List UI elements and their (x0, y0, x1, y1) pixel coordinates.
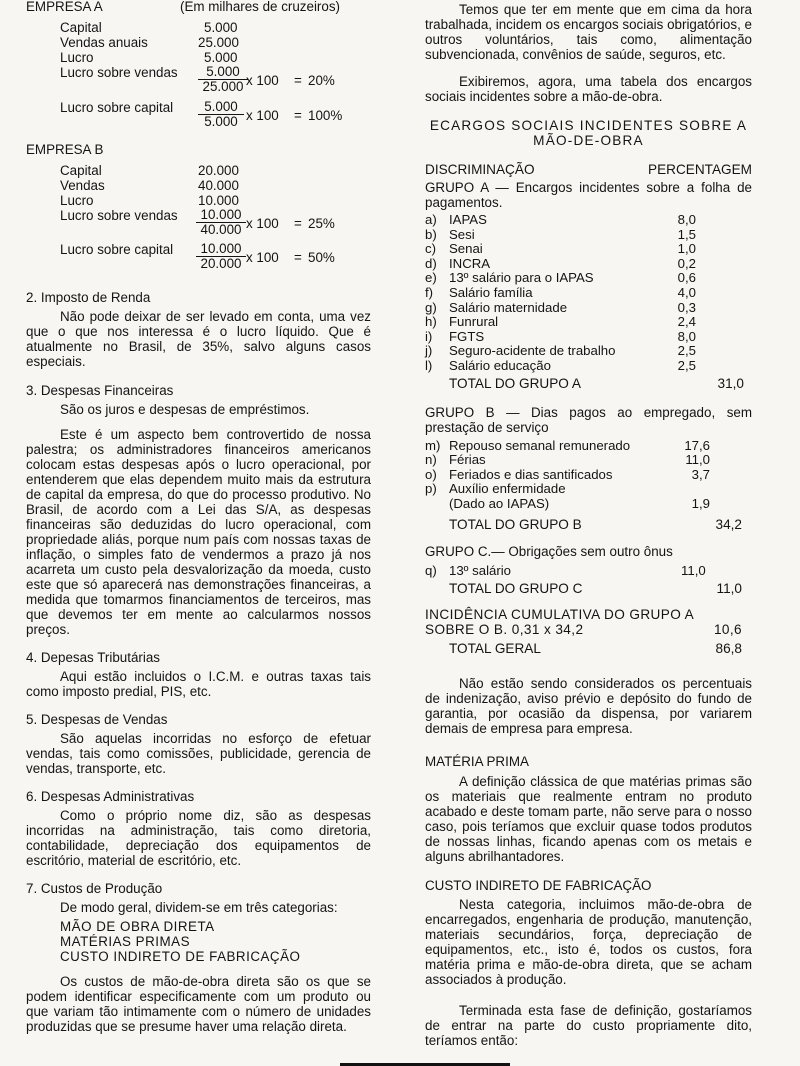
equals-sign: = (294, 216, 302, 231)
table-row (425, 453, 752, 468)
table-row (425, 330, 752, 345)
grupo-c-heading: GRUPO C.— Obrigações sem outro ônus (425, 543, 673, 559)
table-row (425, 344, 752, 359)
fraction-numerator: 10.000 (196, 208, 246, 223)
intro-paragraph: Exibiremos, agora, uma tabela dos encargos sociais incidentes sobre a mão-de-obra. (425, 74, 752, 104)
section-text: São os juros e despesas de empréstimos. (60, 402, 310, 417)
item-value: 1,5 (677, 226, 696, 242)
item-value: 17,6 (684, 437, 710, 453)
lucro-capital-label: Lucro sobre capital (60, 100, 174, 115)
item-value: 3,7 (691, 466, 710, 482)
category-item: MÃO DE OBRA DIRETA (60, 919, 215, 934)
item-name: Feriados e dias santificados (449, 466, 613, 482)
table-row (425, 497, 752, 512)
item-name: Auxílio enfermidade (449, 481, 566, 497)
item-value: 1,9 (691, 495, 710, 511)
grupo-b-heading: GRUPO B — Dias pagos ao empregado, sem prestação de serviço (425, 404, 752, 435)
section-financeiras (26, 383, 371, 637)
table-row (425, 482, 752, 497)
item-letter: c) (425, 241, 436, 257)
vendas-label: Vendas (60, 178, 105, 193)
grupo-b-list (425, 439, 752, 512)
item-name: Salário maternidade (449, 299, 568, 315)
table-row (425, 286, 752, 301)
cumulativa-row (425, 622, 752, 637)
incidencia-cumulativa (425, 607, 752, 637)
mult-text: x 100 (246, 216, 279, 231)
item-name: Férias (449, 452, 486, 468)
item-value: 0,2 (677, 255, 696, 271)
table-row (425, 213, 752, 228)
fraction-denominator: 40.000 (200, 222, 242, 237)
item-letter: q) (425, 562, 437, 578)
total-geral-row (425, 641, 752, 658)
item-value: 11,0 (685, 452, 710, 468)
item-value: 11,0 (681, 562, 706, 578)
section-text: Não pode deixar de ser levado em conta, uma vez que o que nos interessa é o lucro líquido. Que é atualmente no Brasil, de 35%, salvo alguns casos especiais. (26, 309, 371, 369)
item-name: INCRA (449, 255, 491, 271)
empresa-a-title: EMPRESA A (26, 0, 103, 14)
section-text: Os custos de mão-de-obra direta são os que se podem identificar especificamente com um produto ou que variam tão intimamente com o número de unidades produzidas que se presume haver uma relação direta. (26, 974, 371, 1034)
lucro-vendas-label: Lucro sobre vendas (60, 65, 178, 80)
item-letter: j) (425, 343, 433, 359)
item-value: 0,3 (677, 299, 696, 315)
item-value: 2,4 (677, 314, 696, 330)
lucro-vendas-fraction (198, 65, 248, 94)
empresa-a-unit: (Em milhares de cruzeiros) (180, 0, 340, 14)
grupo-c-total (425, 581, 752, 598)
column-header-discriminacao: DISCRIMINAÇÃO (425, 162, 535, 177)
section-text: Aqui estão incluidos o I.C.M. e outras taxas tais como imposto predial, PIS, etc. (26, 669, 371, 699)
cumulativa-line: INCIDÊNCIA CUMULATIVA DO GRUPO A (425, 606, 695, 622)
vendas-label: Vendas anuais (60, 35, 148, 50)
section-vendas (26, 712, 371, 776)
grupo-b-total (425, 517, 752, 534)
item-name: 13º salário para o IAPAS (449, 270, 594, 286)
fraction-denominator: 25.000 (202, 79, 244, 94)
item-name: Senai (449, 241, 483, 257)
lucro-capital-fraction (198, 100, 244, 129)
item-name: 13º salário (449, 562, 511, 578)
equals-sign: = (294, 108, 302, 123)
item-letter: a) (425, 212, 437, 227)
item-value: 4,0 (677, 284, 696, 300)
fraction-numerator: 10.000 (196, 242, 246, 257)
table-row (425, 439, 752, 454)
total-label: TOTAL DO GRUPO C (449, 580, 583, 596)
lucro-value: 10.000 (198, 193, 239, 208)
category-item: MATÉRIAS PRIMAS (60, 934, 191, 949)
section-administrativas (26, 789, 371, 868)
lucro-vendas-fraction (196, 208, 246, 237)
item-letter: p) (425, 481, 437, 497)
right-column (425, 0, 752, 1048)
section-text: São aquelas incorridas no esforço de efetuar vendas, tais como comissões, publicidade, gerencia de vendas, transporte, etc. (26, 731, 371, 776)
section-heading: 2. Imposto de Renda (26, 290, 151, 305)
total-label: TOTAL DO GRUPO A (449, 375, 581, 391)
total-label: TOTAL DO GRUPO B (449, 516, 582, 532)
cif-heading: CUSTO INDIRETO DE FABRICAÇÃO (425, 877, 652, 893)
mult-text: x 100 (246, 108, 279, 123)
item-value: 0,6 (677, 270, 696, 286)
category-item: CUSTO INDIRETO DE FABRICAÇÃO (60, 949, 301, 964)
lucro-vendas-label: Lucro sobre vendas (60, 208, 178, 223)
item-name: FGTS (449, 328, 485, 344)
empresa-b-block (26, 142, 371, 290)
item-name: Salário família (449, 284, 533, 300)
item-letter: n) (425, 452, 437, 468)
item-letter: l) (425, 357, 433, 373)
total-value: 31,0 (717, 375, 744, 391)
item-letter: f) (425, 284, 434, 300)
table-row (425, 359, 752, 374)
section-heading: 4. Depesas Tributárias (26, 650, 160, 665)
section-heading: 3. Despesas Financeiras (26, 383, 174, 398)
empresa-a-block (26, 0, 371, 142)
section-text: Como o próprio nome diz, são as despesas incorridas na administração, tais como diretoria, contabilidade, depreciação dos equipamentos de escritório, material de escritório, etc. (26, 808, 371, 868)
lucro-capital-fraction (196, 242, 246, 271)
table-row (425, 257, 752, 272)
section-tributarias (26, 650, 371, 699)
section-producao (26, 881, 371, 1034)
item-letter: m) (425, 437, 441, 453)
table-row (425, 228, 752, 243)
fraction-numerator: 5.000 (198, 65, 248, 80)
result-value: 100% (308, 108, 343, 123)
item-name: Salário educação (449, 357, 551, 373)
section-imposto (26, 290, 371, 369)
lucro-capital-label: Lucro sobre capital (60, 242, 174, 257)
item-name: Seguro-acidente de trabalho (449, 343, 616, 359)
table-row (425, 468, 752, 483)
section-text: De modo geral, dividem-se em três categorias: (60, 900, 338, 915)
observation-paragraph: Não estão sendo considerados os percentuais de indenização, aviso prévio e depósito do fundo de garantia, por ocasião da dispensa, por variarem demais de empresa para empresa. (425, 675, 752, 736)
result-value: 25% (308, 216, 335, 231)
equals-sign: = (294, 73, 302, 88)
total-value: 34,2 (715, 516, 742, 532)
item-letter: o) (425, 466, 437, 482)
item-letter: g) (425, 299, 437, 315)
item-name: Repouso semanal remunerado (449, 437, 631, 453)
table-title: ECARGOS SOCIAIS INCIDENTES SOBRE A MÃO-DE-OBRA (429, 118, 748, 148)
vendas-value: 40.000 (198, 178, 239, 193)
materia-text: A definição clássica de que matérias primas são os materiais que realmente entram no produto acabado e deste tomam parte, não serve para o nosso caso, pois teríamos que excluir quase todos produtos de nossas linhas, ficando apenas com os metais e alguns abrilhantadores. (425, 773, 752, 864)
section-heading: 5. Despesas de Vendas (26, 712, 168, 727)
cif-text: Nesta categoria, incluimos mão-de-obra de encarregados, engenharia de produção, manutenção, materiais secundários, força, depreciação de equipamentos, etc., isto é, todos os custos, fora matéria prima e mão-de-obra direta, que se acham associados à produção. (425, 896, 752, 987)
empresa-b-title: EMPRESA B (26, 142, 104, 157)
item-name: Funrural (449, 314, 499, 330)
materia-heading: MATÉRIA PRIMA (425, 753, 529, 769)
mult-text: x 100 (246, 250, 279, 265)
cumulativa-value: 10,6 (713, 621, 742, 637)
capital-label: Capital (60, 163, 102, 178)
fraction-denominator: 20.000 (200, 256, 242, 271)
item-letter: e) (425, 270, 437, 286)
grupo-a-list (425, 213, 752, 374)
table-row (425, 301, 752, 316)
result-value: 50% (308, 250, 335, 265)
mult-text: x 100 (246, 73, 279, 88)
left-column (26, 0, 371, 1034)
fraction-numerator: 5.000 (198, 100, 244, 115)
capital-label: Capital (60, 20, 102, 35)
section-heading: 6. Despesas Administrativas (26, 789, 195, 804)
item-letter: h) (425, 314, 437, 330)
column-header-percentagem: PERCENTAGEM (648, 162, 752, 177)
item-name: (Dado ao IAPAS) (449, 495, 550, 511)
grupo-a-total (425, 376, 752, 393)
item-value: 2,5 (677, 357, 696, 373)
result-value: 20% (308, 73, 335, 88)
table-row (425, 315, 752, 330)
item-name: IAPAS (449, 212, 487, 227)
fraction-denominator: 5.000 (204, 114, 238, 129)
total-geral-value: 86,8 (715, 640, 742, 656)
lucro-label: Lucro (60, 50, 94, 65)
section-text: Este é um aspecto bem controvertido de nossa palestra; os administradores financeiros americanos colocam estas despesas após o lucro operacional, por entenderem que elas dependem muito mais da estrutura de capital da empresa, do que do processo produtivo. No Brasil, de acordo com a Lei das S/A, as despesas financeiras são deduzidas do lucro operacional, com propriedade aliás, porque num país com nossas taxas de inflação, o simples fato de vendermos a prazo já nos acarreta um custo pela desvalorização da moeda, custo este que só aparecerá nas demonstrações financeiras, a medida que tomarmos financiamentos de terceiros, mas que devemos ter em mente ao calcularmos nossos preços. (26, 427, 371, 637)
total-geral-label: TOTAL GERAL (449, 640, 541, 656)
item-letter: i) (425, 328, 433, 344)
grupo-c-item (425, 564, 752, 581)
lucro-label: Lucro (60, 193, 94, 208)
item-letter: d) (425, 255, 437, 271)
equals-sign: = (294, 250, 302, 265)
grupo-a-heading: GRUPO A — Encargos incidentes sobre a folha de pagamentos. (425, 180, 752, 210)
closing-paragraph: Terminada esta fase de definição, gostaríamos de entrar na parte do custo propriamente dito, teríamos então: (425, 1002, 752, 1048)
item-letter: b) (425, 226, 437, 242)
item-value: 2,5 (677, 343, 696, 359)
capital-value: 5.000 (204, 20, 238, 35)
vendas-value: 25.000 (198, 35, 239, 50)
total-value: 11,0 (716, 580, 742, 596)
item-value: 8,0 (677, 212, 696, 227)
table-row (425, 242, 752, 257)
lucro-value: 5.000 (204, 50, 238, 65)
item-name: Sesi (449, 226, 475, 242)
section-heading: 7. Custos de Produção (26, 881, 163, 896)
intro-paragraph: Temos que ter em mente que em cima da hora trabalhada, incidem os encargos sociais obrigatórios, e outros voluntários, tais como, alimentação subvencionada, convênios de saúde, seguros, etc. (425, 2, 752, 62)
table-row (425, 271, 752, 286)
table-header (425, 162, 752, 179)
cumulativa-line: SOBRE O B. 0,31 x 34,2 (425, 621, 584, 637)
capital-value: 20.000 (198, 163, 239, 178)
item-value: 8,0 (677, 328, 696, 344)
item-value: 1,0 (677, 241, 696, 257)
